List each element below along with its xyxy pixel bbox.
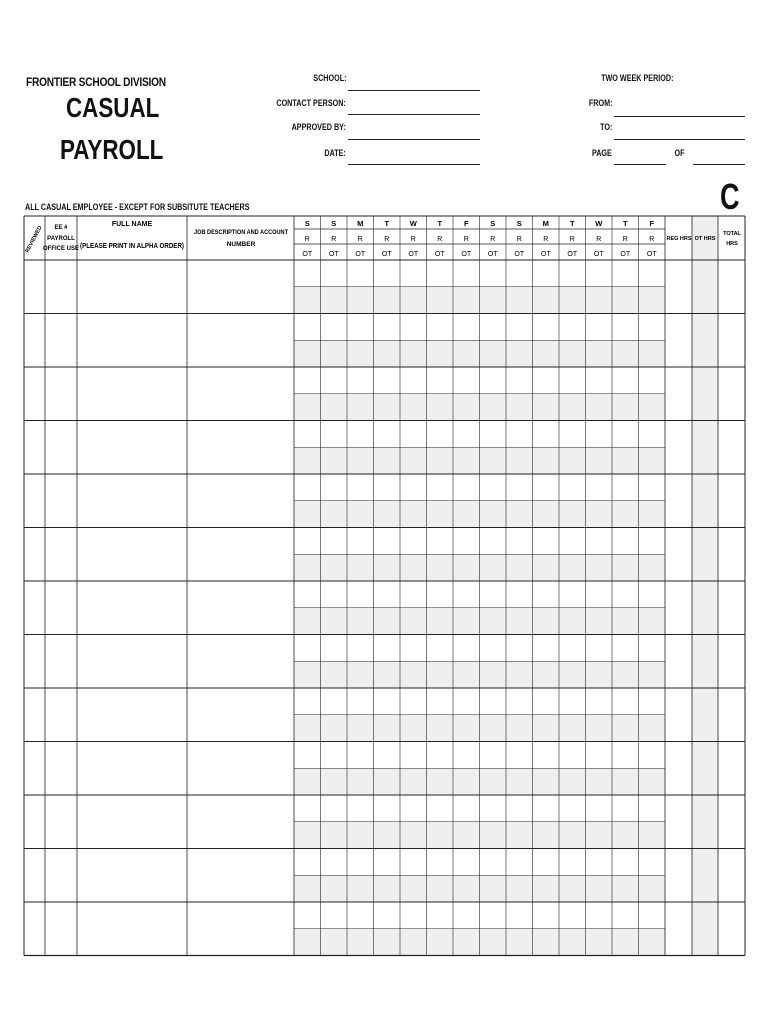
regular-label: R [437,236,443,243]
ee-header-line3: OFFICE USE [42,246,80,252]
day-letter: W [409,219,417,228]
overtime-label: OT [593,251,604,258]
regular-label: R [490,236,496,243]
overtime-label: OT [328,251,339,258]
organization-name: FRONTIER SCHOOL DIVISION [26,75,166,89]
job-header-line2: NUMBER [226,241,256,248]
overtime-label: OT [355,251,366,258]
two-week-period-label: TWO WEEK PERIOD: [600,73,673,83]
regular-label: R [304,236,310,243]
day-letter: F [649,219,655,228]
approved-by-label: APPROVED BY: [291,122,346,132]
job-header-line1: JOB DESCRIPTION AND ACCOUNT [194,229,289,236]
form-title-line2: PAYROLL [60,134,164,165]
day-letter: S [331,219,337,228]
regular-label: R [596,236,602,243]
overtime-label: OT [302,251,313,258]
overtime-label: OT [646,251,657,258]
day-letter: T [437,219,443,228]
day-letter: S [304,219,310,228]
overtime-label: OT [381,251,392,258]
total-hrs-header-line1: TOTAL [723,231,741,237]
overtime-label: OT [514,251,525,258]
day-letter: M [542,219,549,228]
name-header-line2: (PLEASE PRINT IN ALPHA ORDER) [80,243,184,250]
day-letter: S [516,219,522,228]
school-label: SCHOOL: [312,73,346,83]
regular-label: R [543,236,549,243]
regular-label: R [516,236,522,243]
date-label: DATE: [324,148,346,158]
overtime-label: OT [408,251,419,258]
page-label: PAGE [592,148,612,158]
day-letter: T [622,219,628,228]
overtime-label: OT [461,251,472,258]
name-header-line1: FULL NAME [111,221,153,228]
ee-header-line1: EE # [54,225,68,231]
overtime-label: OT [434,251,445,258]
regular-label: R [463,236,469,243]
of-label: OF [674,148,684,158]
ot-hrs-header: OT HRS [694,236,716,242]
form-code: C [720,176,740,217]
to-label: TO: [599,122,612,132]
regular-label: R [649,236,655,243]
ee-header-line2: PAYROLL [47,236,75,242]
reviewed-header: REVIEWED [24,225,44,254]
regular-label: R [331,236,337,243]
overtime-label: OT [567,251,578,258]
day-letter: T [569,219,575,228]
day-letter: W [595,219,603,228]
total-hrs-header-line2: HRS [726,241,738,247]
regular-label: R [622,236,628,243]
grid-headers [25,221,742,254]
day-letter: S [490,219,496,228]
regular-label: R [384,236,390,243]
regular-label: R [569,236,575,243]
regular-label: R [357,236,363,243]
day-letter: F [463,219,469,228]
contact-person-label: CONTACT PERSON: [276,98,346,108]
overtime-label: OT [540,251,551,258]
overtime-label: OT [487,251,498,258]
ot-hrs-column-shade [692,216,718,956]
day-letter: M [357,219,364,228]
regular-label: R [410,236,416,243]
from-label: FROM: [588,98,612,108]
form-title-line1: CASUAL [66,92,160,123]
reg-hrs-header: REG HRS [666,236,692,242]
form-subtitle: ALL CASUAL EMPLOYEE - EXCEPT FOR SUBSITUTE TEACHERS [25,202,250,212]
day-letter: T [384,219,390,228]
day-headers [302,219,657,258]
overtime-label: OT [620,251,631,258]
